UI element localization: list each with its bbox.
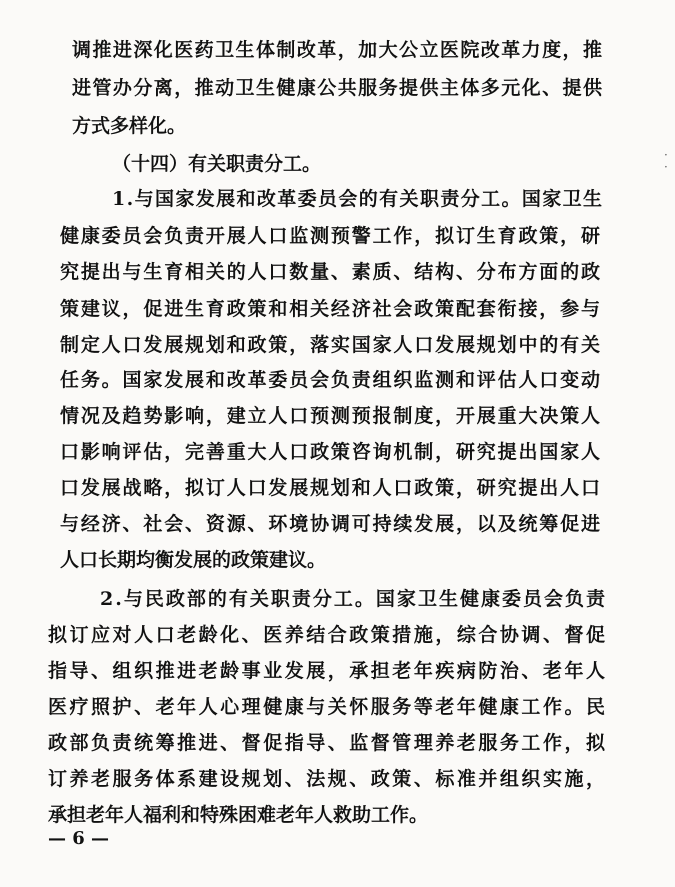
body-line: 订养老服务体系建设规划、法规、政策、标准并组织实施， (48, 768, 608, 790)
scan-speck: · (664, 148, 668, 162)
body-line: 策建议，促进生育政策和相关经济社会政策配套衔接，参与 (60, 298, 602, 320)
body-line: 口发展战略，拟订人口发展规划和人口政策，研究提出人口 (60, 477, 602, 499)
body-line: 制定人口发展规划和政策，落实国家人口发展规划中的有关 (60, 334, 602, 356)
body-line: 与经济、社会、资源、环境协调可持续发展，以及统筹促进 (60, 513, 602, 535)
body-line: 调推进深化医药卫生体制改革，加大公立医院改革力度，推 (72, 39, 604, 61)
body-line: 任务。国家发展和改革委员会负责组织监测和评估人口变动 (60, 369, 602, 391)
body-line: 口影响评估，完善重大人口政策咨询机制，研究提出国家人 (60, 441, 602, 463)
page-number: — 6 — (48, 828, 110, 849)
body-line: 方式多样化。 (72, 115, 187, 137)
body-line: 指导、组织推进老龄事业发展，承担老年疾病防治、老年人 (48, 660, 608, 682)
section-heading: （十四）有关职责分工。 (112, 153, 322, 175)
body-line: 情况及趋势影响，建立人口预测预报制度，开展重大决策人 (60, 405, 602, 427)
paragraph-first-line: 2.与民政部的有关职责分工。国家卫生健康委员会负责 (100, 588, 607, 610)
body-line: 政部负责统筹推进、督促指导、监督管理养老服务工作，拟 (48, 732, 608, 754)
body-line: 究提出与生育相关的人口数量、素质、结构、分布方面的政 (60, 261, 602, 283)
body-line: 人口长期均衡发展的政策建议。 (60, 549, 327, 571)
body-line: 进管办分离，推动卫生健康公共服务提供主体多元化、提供 (72, 77, 604, 99)
body-line: 医疗照护、老年人心理健康与关怀服务等老年健康工作。民 (48, 696, 608, 718)
body-line: 拟订应对人口老龄化、医养结合政策措施，综合协调、督促 (48, 624, 608, 646)
body-line: 健康委员会负责开展人口监测预警工作，拟订生育政策，研 (60, 225, 602, 247)
scan-speck: · (664, 160, 668, 174)
body-line: 承担老年人福利和特殊困难老年人救助工作。 (48, 804, 429, 826)
paragraph-first-line: 1.与国家发展和改革委员会的有关职责分工。国家卫生 (112, 188, 604, 210)
